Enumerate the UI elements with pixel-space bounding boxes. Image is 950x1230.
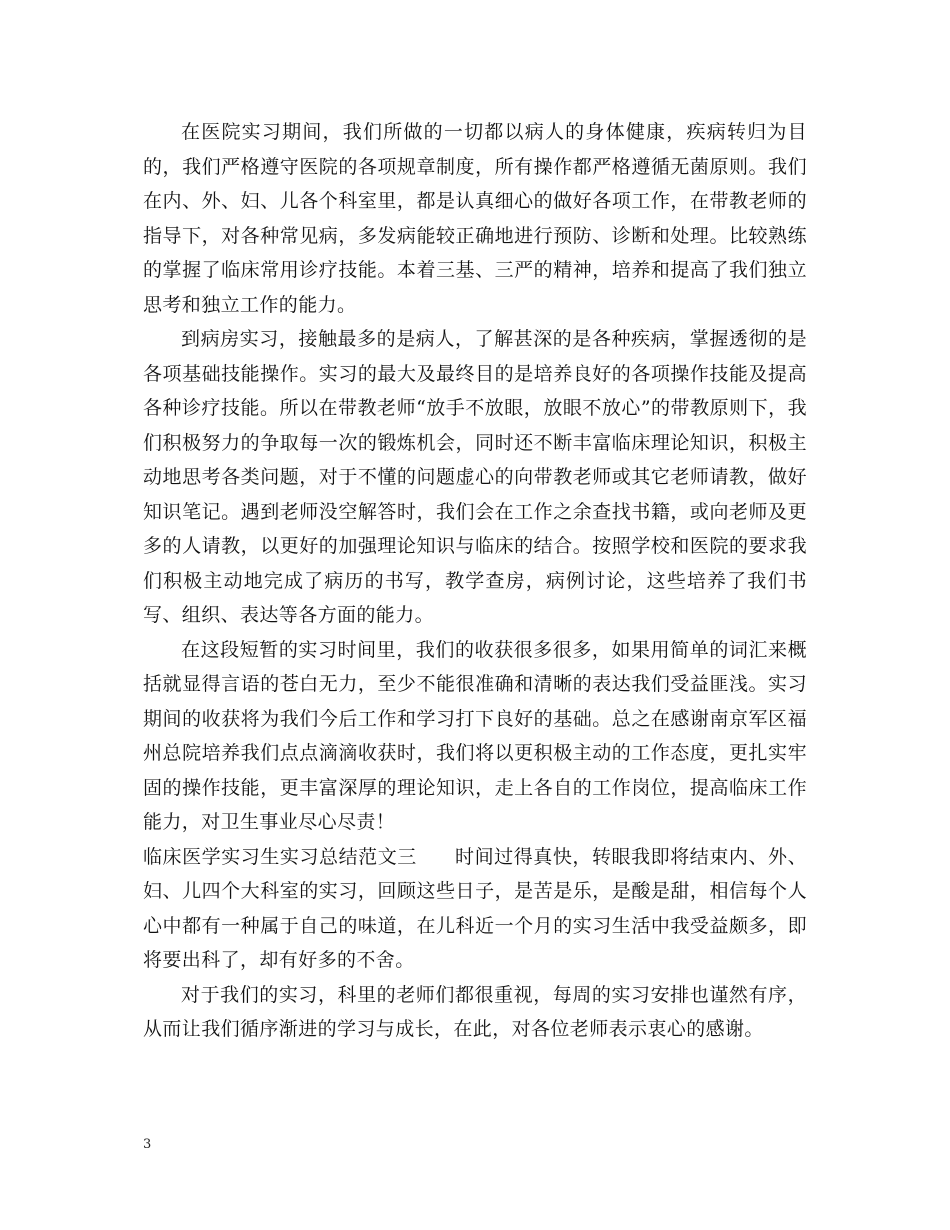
section-three-paragraph (143, 840, 807, 978)
paragraph-internship-conduct: 在医院实习期间，我们所做的一切都以病人的身体健康，疾病转归为目的，我们严格遵守医院的各项规章制度，所有操作都严格遵循无菌原则。我们在内、外、妇、儿各个科室里，都是认真细心的做好各项工作，在带教老师的指导下，对各种常见病，多发病能较正确地进行预防、诊断和处理。比较熟练的掌握了临床常用诊疗技能。本着三基、三严的精神，培养和提高了我们独立思考和独立工作的能力。 (143, 121, 807, 316)
page-number: 3 (143, 1137, 152, 1152)
section-title: 临床医学实习生实习总结范文三 (143, 845, 417, 868)
section-opening-text: 时间过得真快，转眼我即将结束内、外、妇、儿四个大科室的实习，回顾这些日子，是苦是乐，是酸是甜，相信每个人心中都有一种属于自己的味道，在儿科近一个月的实习生活中我受益颇多，即将要出科了，却有好多的不舍。 (143, 845, 807, 971)
paragraph-thanks: 对于我们的实习，科里的老师们都很重视，每周的实习安排也谨然有序，从而让我们循序渐进的学习与成长，在此，对各位老师表示衷心的感谢。 (143, 983, 807, 1040)
paragraph-ward-practice: 到病房实习，接触最多的是病人，了解甚深的是各种疾病，掌握透彻的是各项基础技能操作。实习的最大及最终目的是培养良好的各项操作技能及提高各种诊疗技能。所以在带教老师“放手不放眼，放眼不放心”的带教原则下，我们积极努力的争取每一次的锻炼机会，同时还不断丰富临床理论知识，积极主动地思考各类问题，对于不懂的问题虚心的向带教老师或其它老师请教，做好知识笔记。遇到老师没空解答时，我们会在工作之余查找书籍，或向老师及更多的人请教，以更好的加强理论知识与临床的结合。按照学校和医院的要求我们积极主动地完成了病历的书写，教学查房，病例讨论，这些培养了我们书写、组织、表达等各方面的能力。 (143, 328, 807, 626)
document-body (143, 115, 807, 1047)
paragraph-harvest: 在这段短暂的实习时间里，我们的收获很多很多，如果用简单的词汇来概括就显得言语的苍白无力，至少不能很准确和清晰的表达我们受益匪浅。实习期间的收获将为我们今后工作和学习打下良好的基础。总之在感谢南京军区福州总院培养我们点点滴滴收获时，我们将以更积极主动的工作态度，更扎实牢固的操作技能，更丰富深厚的理论知识，走上各自的工作岗位，提高临床工作能力，对卫生事业尽心尽责！ (143, 638, 807, 833)
